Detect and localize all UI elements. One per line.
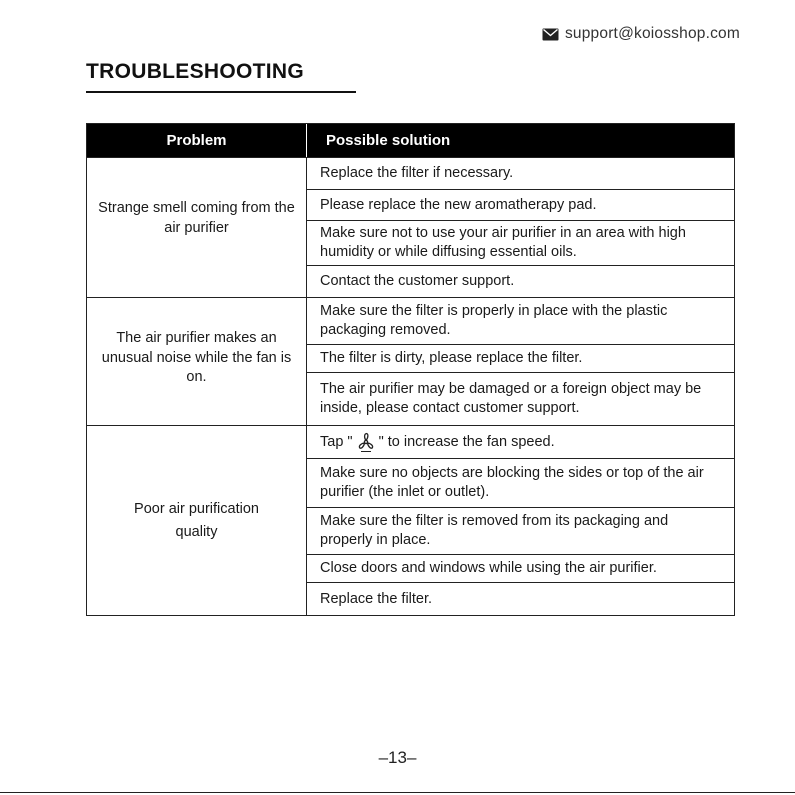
- problem-cell: The air purifier makes an unusual noise while the fan is on.: [87, 298, 307, 425]
- table-header: [87, 124, 734, 157]
- problem-group-unusual-noise: [87, 297, 734, 425]
- solution-item: Make sure not to use your air purifier in an area with high humidity or while diffusing essential oils.: [307, 221, 734, 266]
- solution-text-after: " to increase the fan speed.: [378, 433, 555, 450]
- solution-list: [307, 298, 734, 425]
- solution-item-fan: [307, 426, 734, 459]
- solution-item: Replace the filter if necessary.: [307, 158, 734, 190]
- mail-icon: [542, 28, 559, 41]
- page-number: –13–: [378, 748, 417, 767]
- problem-cell: Strange smell coming from the air purifier: [87, 158, 307, 297]
- solution-item: Make sure the filter is removed from its packaging and properly in place.: [307, 508, 734, 555]
- solution-item: The filter is dirty, please replace the filter.: [307, 345, 734, 373]
- solution-list: [307, 426, 734, 615]
- problem-group-poor-purification: [87, 425, 734, 615]
- solution-item: Make sure the filter is properly in place with the plastic packaging removed.: [307, 298, 734, 345]
- solution-item: Replace the filter.: [320, 590, 433, 607]
- column-header-problem: Problem: [87, 124, 307, 157]
- problem-cell: [87, 426, 307, 615]
- bottom-rule: [0, 792, 795, 793]
- page-title: TROUBLESHOOTING: [86, 60, 304, 83]
- troubleshooting-table: [86, 123, 735, 616]
- fan-icon: [355, 431, 377, 453]
- title-underline: [86, 91, 356, 93]
- solution-text-before: Tap ": [320, 433, 353, 450]
- solution-item: The air purifier may be damaged or a foreign object may be inside, please contact customer support.: [320, 381, 702, 416]
- support-email-text: support@koiosshop.com: [564, 25, 740, 42]
- problem-text: Poor air purification quality: [134, 500, 259, 540]
- solution-list: [307, 158, 734, 297]
- solution-item: Contact the customer support.: [320, 273, 515, 289]
- support-email: [542, 25, 740, 43]
- solution-item: Make sure no objects are blocking the sides or top of the air purifier (the inlet or outlet).: [307, 459, 734, 508]
- problem-group-strange-smell: [87, 157, 734, 297]
- solution-item: Please replace the new aromatherapy pad.: [307, 190, 734, 221]
- column-header-solution: Possible solution: [326, 132, 451, 149]
- solution-item: Close doors and windows while using the air purifier.: [307, 555, 734, 583]
